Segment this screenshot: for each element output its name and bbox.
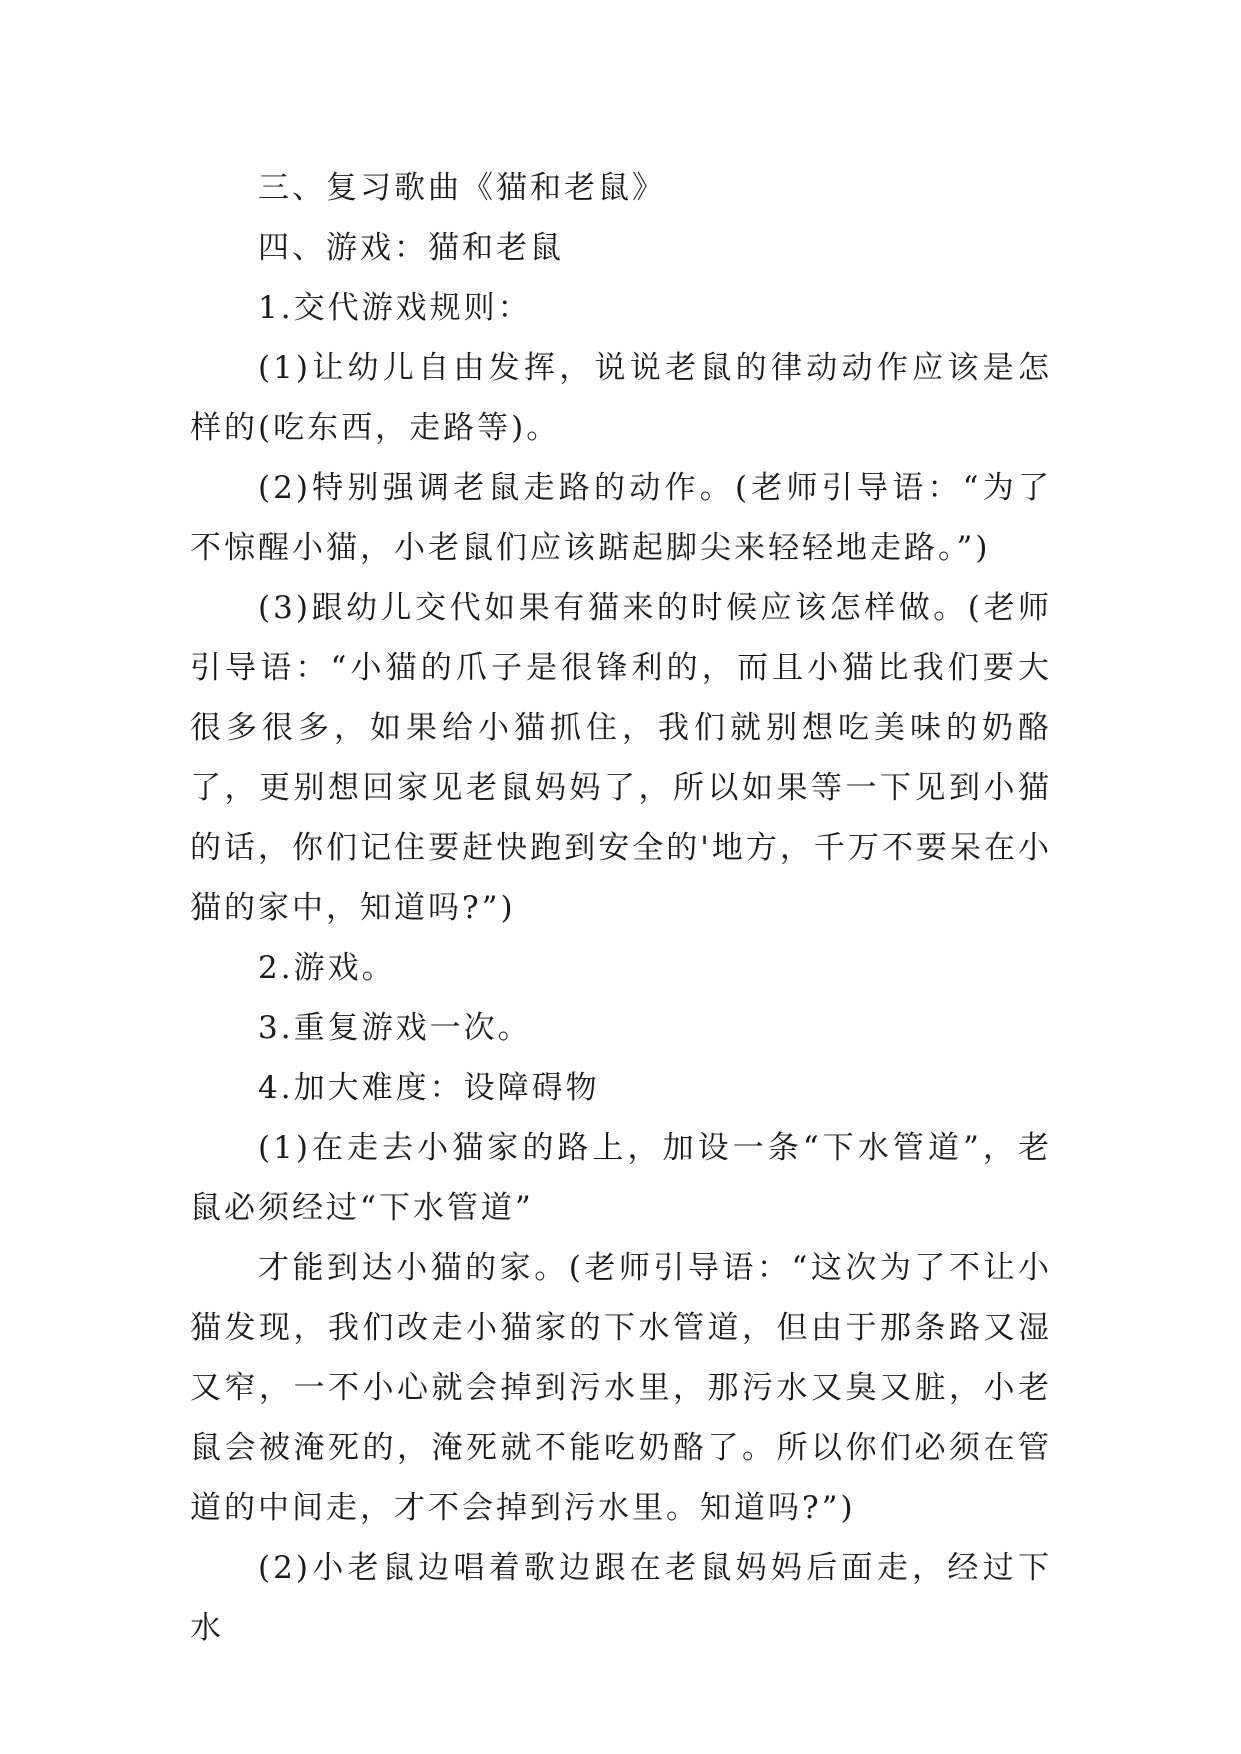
paragraph-step-3: 3.重复游戏一次。 <box>258 1010 532 1046</box>
paragraph-rule-1: (1)让幼儿自由发挥，说说老鼠的律动动作应该是怎样的(吃东西，走路等)。 <box>190 350 1052 446</box>
paragraph-obstacle-1: (1)在走去小猫家的路上，加设一条“下水管道”，老鼠必须经过“下水管道” <box>190 1130 1052 1226</box>
paragraph-obstacle-2: (2)小老鼠边唱着歌边跟在老鼠妈妈后面走，经过下水 <box>190 1550 1052 1646</box>
paragraph-review-song: 三、复习歌曲《猫和老鼠》 <box>258 170 666 206</box>
paragraph-obstacle-1-cont: 才能到达小猫的家。(老师引导语：“这次为了不让小猫发现，我们改走小猫家的下水管道，但由于那条路又湿又窄，一不小心就会掉到污水里，那污水又臭又脏，小老鼠会被淹死的，淹死就不能吃奶酪了。所以你们必须在管道的中间走，才不会掉到污水里。知道吗?”) <box>190 1250 1052 1526</box>
paragraph-rule-3: (3)跟幼儿交代如果有猫来的时候应该怎样做。(老师引导语：“小猫的爪子是很锋利的，而且小猫比我们要大很多很多，如果给小猫抓住，我们就别想吃美味的奶酪了，更别想回家见老鼠妈妈了，所以如果等一下见到小猫的话，你们记住要赶快跑到安全的'地方，千万不要呆在小猫的家中，知道吗?”) <box>190 590 1052 926</box>
paragraph-step-2: 2.游戏。 <box>258 950 396 986</box>
paragraph-step-4: 4.加大难度：设障碍物 <box>258 1070 600 1106</box>
paragraph-rule-2: (2)特别强调老鼠走路的动作。(老师引导语：“为了不惊醒小猫，小老鼠们应该踮起脚尖来轻轻地走路。”) <box>190 470 1052 566</box>
paragraph-rules-heading: 1.交代游戏规则： <box>258 290 532 326</box>
document-body <box>190 158 1052 1658</box>
paragraph-game-title: 四、游戏：猫和老鼠 <box>258 230 564 266</box>
